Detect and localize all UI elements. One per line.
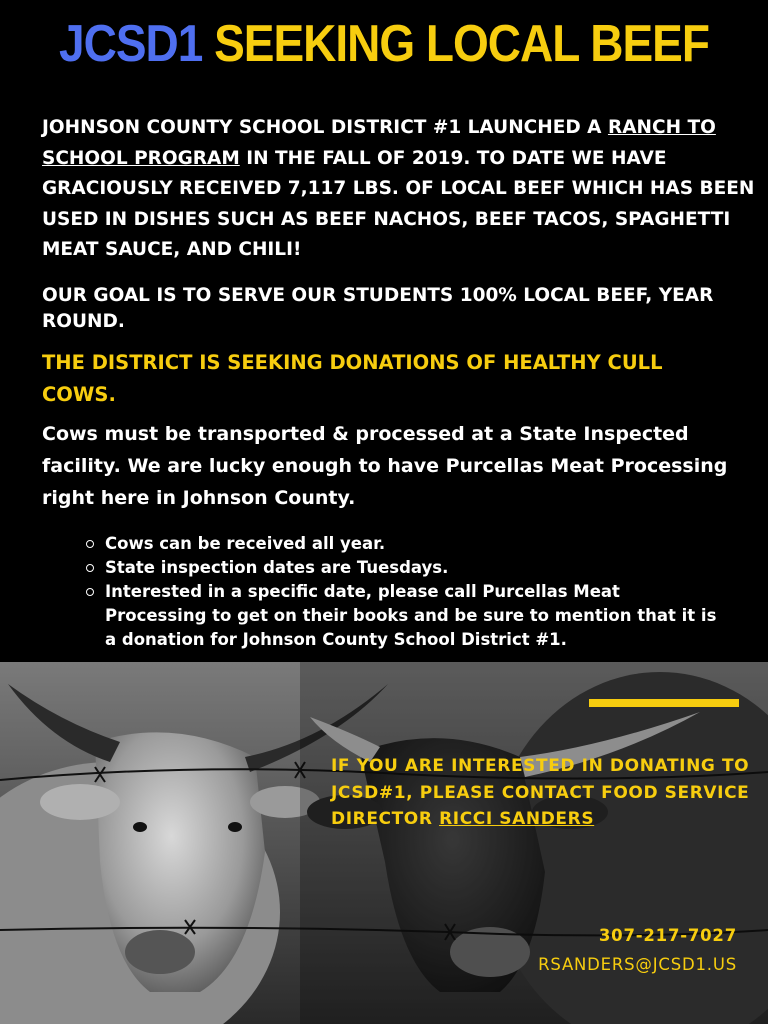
contact-text: IF YOU ARE INTERESTED IN DONATING TO JCSD#1, PLEASE CONTACT FOOD SERVICE DIRECTOR [331,756,750,829]
email-address[interactable]: RSANDERS@JCSD1.US [538,955,737,974]
page-title [0,13,768,73]
goal-paragraph: OUR GOAL IS TO SERVE OUR STUDENTS 100% LOCAL BEEF, YEAR ROUND. [42,285,714,332]
director-name-link[interactable]: RICCI SANDERS [439,809,595,829]
intro-text-start: JOHNSON COUNTY SCHOOL DISTRICT #1 LAUNCHED A [42,117,608,138]
title-seeking-local-beef: SEEKING LOCAL BEEF [214,13,709,73]
intro-paragraph [42,113,757,266]
list-item [86,556,726,580]
bullet-text: Cows can be received all year. [105,534,386,553]
transport-paragraph: Cows must be transported & processed at a State Inspected facility. We are lucky enough to have Purcellas Meat Processing right here in Johnson County. [42,423,728,509]
seeking-donations-heading: THE DISTRICT IS SEEKING DONATIONS OF HEALTHY CULL COWS. [42,351,663,406]
bullet-circle-icon [86,540,94,548]
list-item [86,532,726,556]
contact-callout [331,753,751,833]
intro-text-end: IN THE FALL OF 2019. TO DATE WE HAVE GRACIOUSLY RECEIVED 7,117 LBS. OF LOCAL BEEF WHICH HAS BEEN USED IN DISHES SUCH AS BEEF NACHOS, BEEF TACOS, SPAGHETTI MEAT SAUCE, AND CHILI! [42,147,755,260]
ranch-to-school-link[interactable]: RANCH TO SCHOOL PROGRAM [42,117,716,169]
phone-number[interactable]: 307-217-7027 [598,926,737,945]
decorative-yellow-bar [589,699,739,707]
bullet-text: State inspection dates are Tuesdays. [105,558,449,577]
bullet-text: Interested in a specific date, please call Purcellas Meat Processing to get on their books and be sure to mention that it is a donation for Johnson County School District #1. [105,582,717,649]
title-jcsd1: JCSD1 [59,13,203,73]
list-item [86,580,726,652]
info-bullet-list [86,532,726,652]
bullet-circle-icon [86,564,94,572]
bullet-circle-icon [86,588,94,596]
